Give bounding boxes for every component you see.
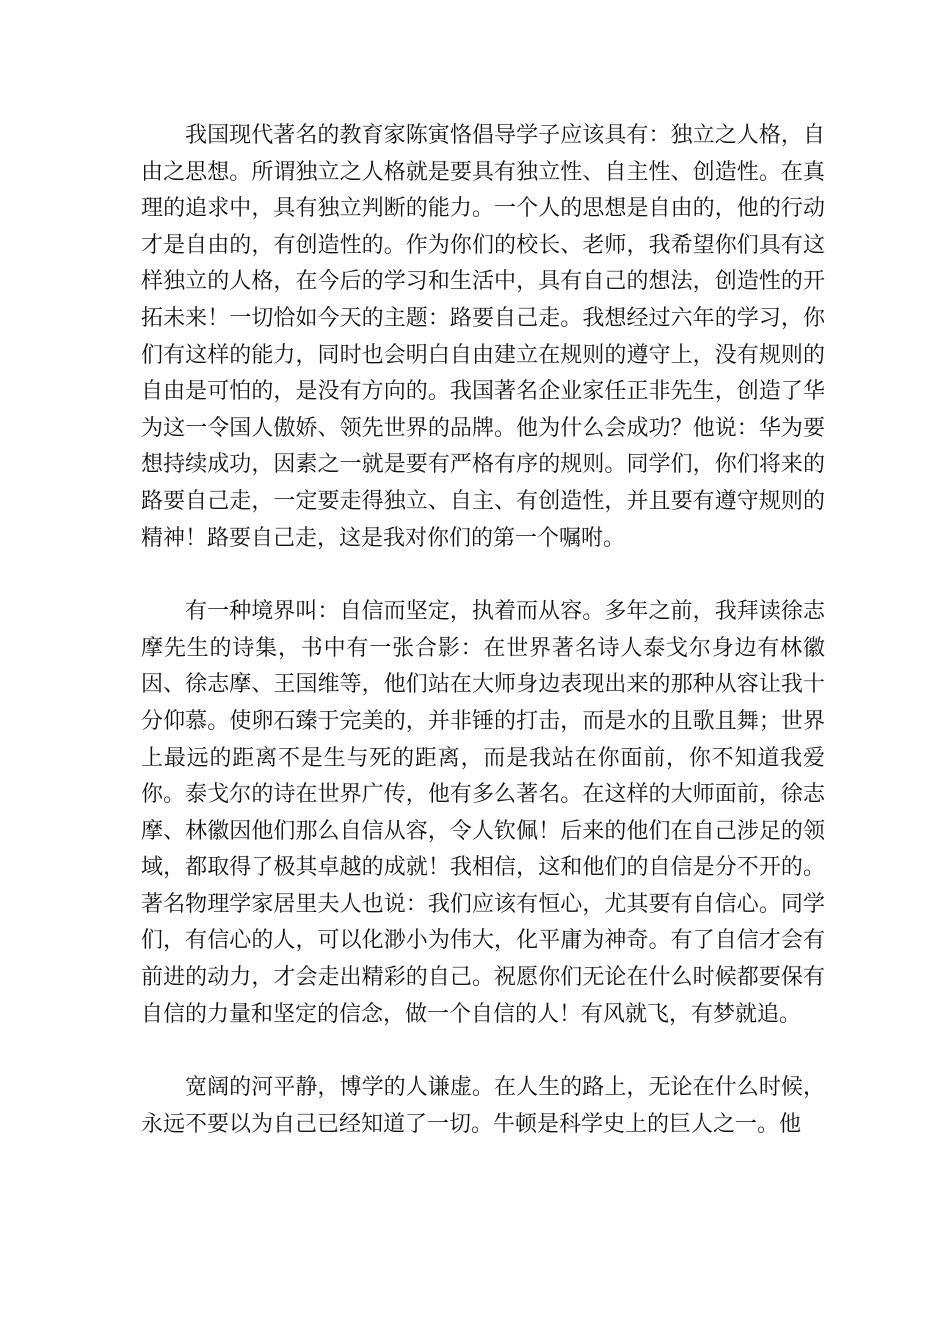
paragraph-confidence: 有一种境界叫：自信而坚定，执着而从容。多年之前，我拜读徐志摩先生的诗集，书中有一张合影：在世界著名诗人泰戈尔身边有林徽因、徐志摩、王国维等，他们站在大师身边表现出来的那种从容让我十分仰慕。使卵石臻于完美的，并非锤的打击，而是水的且歌且舞；世界上最远的距离不是生与死的距离，而是我站在你面前，你不知道我爱你。泰戈尔的诗在世界广传，他有多么著名。在这样的大师面前，徐志摩、林徽因他们那么自信从容，令人钦佩！后来的他们在自己涉足的领域，都取得了极其卓越的成就！我相信，这和他们的自信是分不开的。著名物理学家居里夫人也说：我们应该有恒心，尤其要有自信心。同学们，有信心的人，可以化渺小为伟大，化平庸为神奇。有了自信才会有前进的动力，才会走出精彩的自己。祝愿你们无论在什么时候都要保有自信的力量和坚定的信念，做一个自信的人！有风就飞，有梦就追。 [141, 599, 825, 1027]
document-body [141, 118, 825, 1143]
paragraph-humility: 宽阔的河平静，博学的人谦虚。在人生的路上，无论在什么时候，永远不要以为自己已经知道了一切。牛顿是科学史上的巨人之一。他 [141, 1075, 825, 1137]
paragraph-independence: 我国现代著名的教育家陈寅恪倡导学子应该具有：独立之人格，自由之思想。所谓独立之人格就是要具有独立性、自主性、创造性。在真理的追求中，具有独立判断的能力。一个人的思想是自由的，他的行动才是自由的，有创造性的。作为你们的校长、老师，我希望你们具有这样独立的人格，在今后的学习和生活中，具有自己的想法，创造性的开拓未来！一切恰如今天的主题：路要自己走。我想经过六年的学习，你们有这样的能力，同时也会明白自由建立在规则的遵守上，没有规则的自由是可怕的，是没有方向的。我国著名企业家任正非先生，创造了华为这一令国人傲娇、领先世界的品牌。他为什么会成功？他说：华为要想持续成功，因素之一就是要有严格有序的规则。同学们，你们将来的路要自己走，一定要走得独立、自主、有创造性，并且要有遵守规则的精神！路要自己走，这是我对你们的第一个嘱咐。 [141, 123, 825, 551]
